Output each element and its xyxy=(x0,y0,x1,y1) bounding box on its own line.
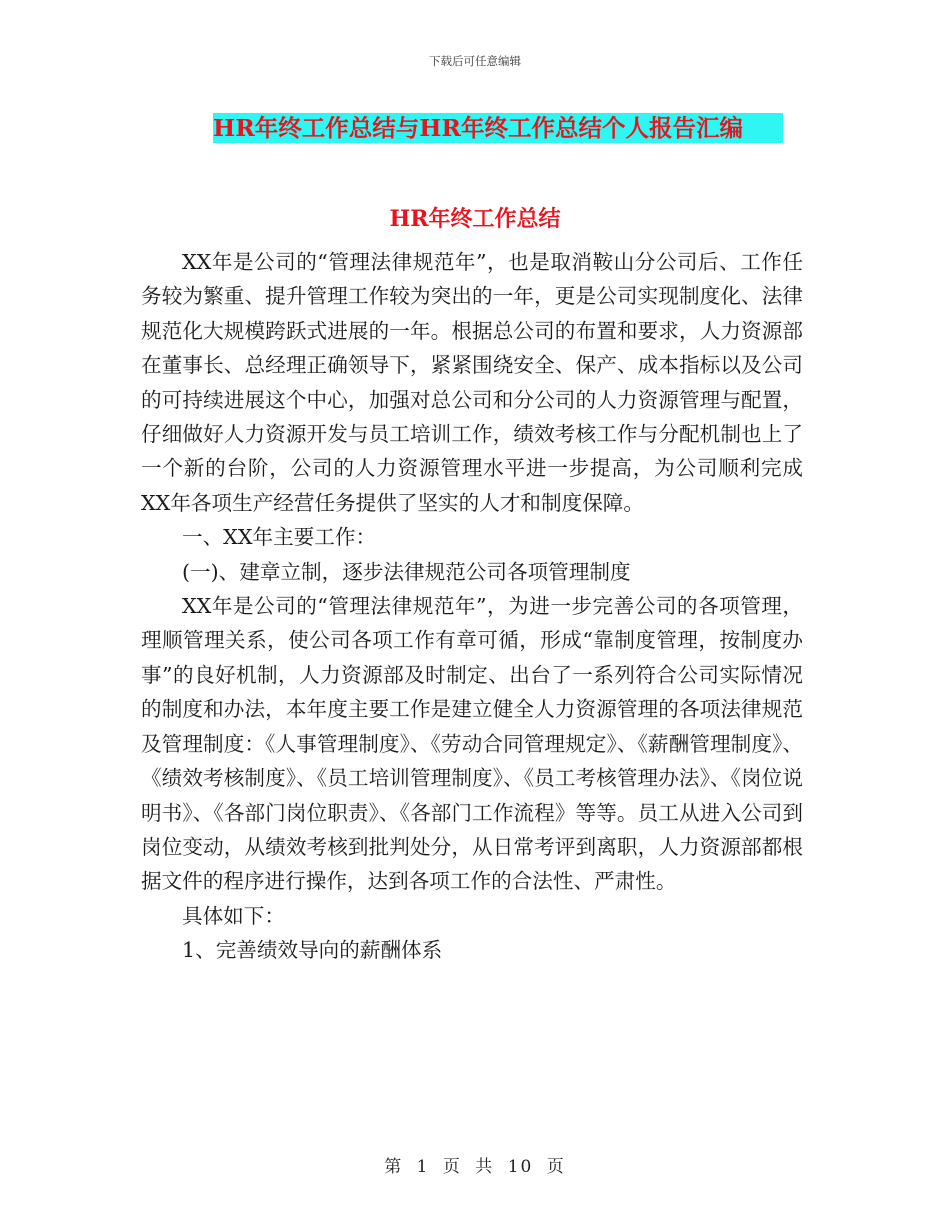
paragraph-intro: XX年是公司的“管理法律规范年”，也是取消鞍山分公司后、工作任务较为繁重、提升管理工作较为突出的一年，更是公司实现制度化、法律规范化大规模跨跃式进展的一年。根据总公司的布置和要求，人力资源部在董事长、总经理正确领导下，紧紧围绕安全、保产、成本指标以及公司的可持续进展这个中心，加强对总公司和分公司的人力资源管理与配置，仔细做好人力资源开发与员工培训工作，绩效考核工作与分配机制也上了一个新的台阶，公司的人力资源管理水平进一步提高，为公司顺利完成XX年各项生产经营任务提供了坚实的人才和制度保障。 xyxy=(141,250,803,515)
body-text xyxy=(141,245,803,968)
paragraph-details-intro: 具体如下： xyxy=(182,903,285,928)
page-footer: 第 1 页 共 10 页 xyxy=(384,1157,566,1177)
paragraph-subheading-rules: (一)、建章立制，逐步法律规范公司各项管理制度 xyxy=(182,559,631,584)
section-title: HR年终工作总结 xyxy=(389,206,561,232)
paragraph-heading-main-work: 一、XX年主要工作： xyxy=(182,525,377,550)
paragraph-item-1: 1、完善绩效导向的薪酬体系 xyxy=(182,938,443,963)
document-title: HR年终工作总结与HR年终工作总结个人报告汇编 xyxy=(213,113,783,143)
page-header-note: 下载后可任意编辑 xyxy=(429,54,521,68)
paragraph-rules-detail: XX年是公司的“管理法律规范年”，为进一步完善公司的各项管理，理顺管理关系，使公司各项工作有章可循，形成“靠制度管理，按制度办事”的良好机制，人力资源部及时制定、出台了一系列符合公司实际情况的制度和办法，本年度主要工作是建立健全人力资源管理的各项法律规范及管理制度：《人事管理制度》、《劳动合同管理规定》、《薪酬管理制度》、《绩效考核制度》、《员工培训管理制度》、《员工考核管理办法》、《岗位说明书》、《各部门岗位职责》、《各部门工作流程》等等。员工从进入公司到岗位变动，从绩效考核到批判处分，从日常考评到离职，人力资源部都根据文件的程序进行操作，达到各项工作的合法性、严肃性。 xyxy=(141,594,803,894)
